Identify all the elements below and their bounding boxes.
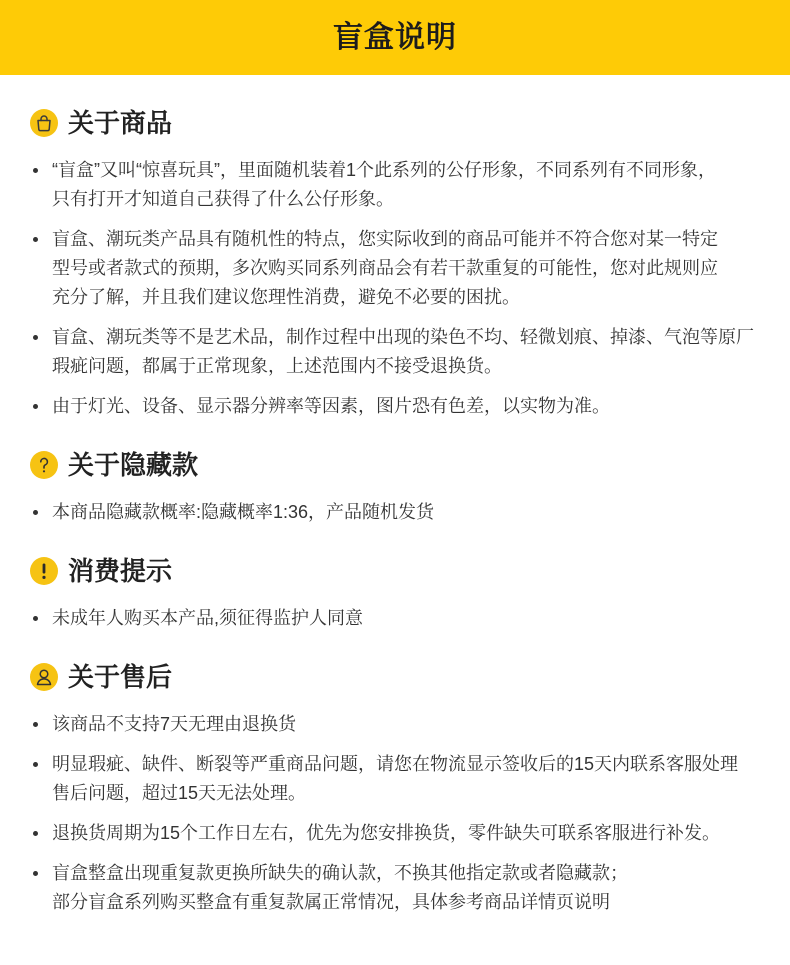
notice-content <box>0 105 790 917</box>
page-title: 盲盒说明 <box>333 20 457 54</box>
list-item <box>30 819 780 848</box>
list-item-text: 本商品隐藏款概率:隐藏概率1:36，产品随机发货 <box>52 502 435 522</box>
section-title: 关于商品 <box>68 108 173 138</box>
bullet-dot <box>33 510 38 515</box>
list-item <box>30 710 780 739</box>
section-title: 关于隐藏款 <box>68 450 199 480</box>
list-item-text: 只有打开才知道自己获得了什么公仔形象。 <box>52 189 394 209</box>
list-item <box>30 750 780 808</box>
bullet-list <box>30 710 780 917</box>
bullet-dot <box>33 616 38 621</box>
bullet-dot <box>33 762 38 767</box>
list-item <box>30 604 780 633</box>
list-item-text: “盲盒”又叫“惊喜玩具”，里面随机装着1个此系列的公仔形象，不同系列有不同形象， <box>52 160 716 180</box>
list-item <box>30 156 780 214</box>
bullet-dot <box>33 237 38 242</box>
list-item-text: 充分了解，并且我们建议您理性消费，避免不必要的困扰。 <box>52 287 520 307</box>
bullet-dot <box>33 335 38 340</box>
list-item-text: 未成年人购买本产品,须征得监护人同意 <box>52 608 363 628</box>
list-item-text: 盲盒整盒出现重复款更换所缺失的确认款，不换其他指定款或者隐藏款； <box>52 863 628 883</box>
list-item-text: 退换货周期为15个工作日左右，优先为您安排换货，零件缺失可联系客服进行补发。 <box>52 823 721 843</box>
list-item-text: 盲盒、潮玩类等不是艺术品，制作过程中出现的染色不均、轻微划痕、掉漆、气泡等原厂 <box>52 327 754 347</box>
list-item <box>30 323 780 381</box>
list-item-text: 由于灯光、设备、显示器分辨率等因素，图片恐有色差，以实物为准。 <box>52 396 610 416</box>
section-heading <box>30 447 780 483</box>
page-header <box>0 0 790 75</box>
bullet-dot <box>33 722 38 727</box>
list-item-text: 明显瑕疵、缺件、断裂等严重商品问题，请您在物流显示签收后的15天内联系客服处理 <box>52 754 739 774</box>
section-heading <box>30 659 780 695</box>
section-after-sales <box>30 659 780 917</box>
bullet-dot <box>33 404 38 409</box>
list-item-text: 盲盒、潮玩类产品具有随机性的特点，您实际收到的商品可能并不符合您对某一特定 <box>52 229 718 249</box>
bullet-dot <box>33 871 38 876</box>
bullet-list <box>30 156 780 421</box>
section-consumer-notice <box>30 553 780 633</box>
section-heading <box>30 105 780 141</box>
bullet-dot <box>33 168 38 173</box>
section-title: 消费提示 <box>68 556 173 586</box>
bullet-list <box>30 498 780 527</box>
bullet-list <box>30 604 780 633</box>
exclamation-icon <box>30 557 58 585</box>
user-icon <box>30 663 58 691</box>
list-item-text: 该商品不支持7天无理由退换货 <box>52 714 297 734</box>
list-item-text: 型号或者款式的预期，多次购买同系列商品会有若干款重复的可能性，您对此规则应 <box>52 258 718 278</box>
section-hidden-variant <box>30 447 780 527</box>
list-item-text: 瑕疵问题，都属于正常现象，上述范围内不接受退换货。 <box>52 356 502 376</box>
bullet-dot <box>33 831 38 836</box>
question-mark-icon <box>30 451 58 479</box>
section-heading <box>30 553 780 589</box>
shopping-bag-icon <box>30 109 58 137</box>
list-item <box>30 392 780 421</box>
section-title: 关于售后 <box>68 662 173 692</box>
section-about-product <box>30 105 780 421</box>
list-item-text: 售后问题，超过15天无法处理。 <box>52 783 307 803</box>
list-item <box>30 859 780 917</box>
list-item <box>30 225 780 312</box>
list-item-text: 部分盲盒系列购买整盒有重复款属正常情况，具体参考商品详情页说明 <box>52 892 610 912</box>
list-item <box>30 498 780 527</box>
